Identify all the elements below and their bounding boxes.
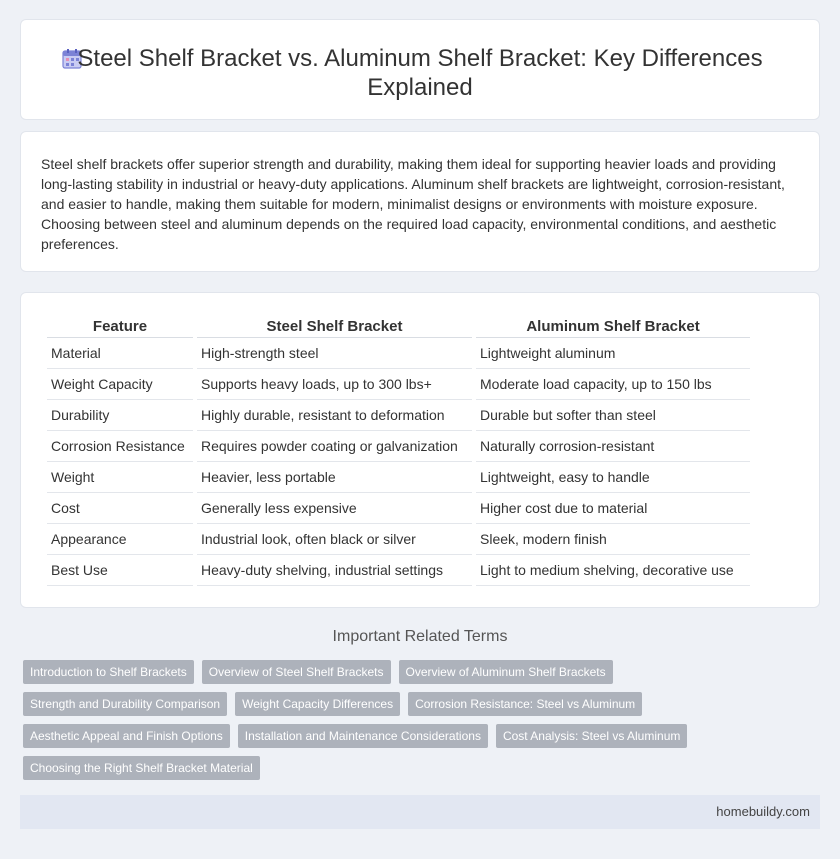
summary-card: [20, 131, 820, 272]
term-tag[interactable]: Installation and Maintenance Considerations: [238, 724, 488, 748]
row-steel: Heavier, less portable: [197, 462, 472, 493]
table-row: [47, 400, 750, 431]
table-row: [47, 338, 750, 369]
table-row: [47, 462, 750, 493]
row-steel: Industrial look, often black or silver: [197, 524, 472, 555]
table-row: [47, 524, 750, 555]
row-feature: Best Use: [47, 555, 193, 586]
row-feature: Appearance: [47, 524, 193, 555]
term-tag[interactable]: Strength and Durability Comparison: [23, 692, 227, 716]
comparison-card: [20, 292, 820, 608]
page-title: Steel Shelf Bracket vs. Aluminum Shelf Bracket: Key Differences Explained: [77, 45, 763, 101]
row-feature: Cost: [47, 493, 193, 524]
term-tag[interactable]: Introduction to Shelf Brackets: [23, 660, 194, 684]
term-tag[interactable]: Cost Analysis: Steel vs Aluminum: [496, 724, 687, 748]
row-feature: Corrosion Resistance: [47, 431, 193, 462]
term-tag[interactable]: Corrosion Resistance: Steel vs Aluminum: [408, 692, 642, 716]
table-row: [47, 493, 750, 524]
header-aluminum: Aluminum Shelf Bracket: [476, 313, 750, 338]
table-header-row: [47, 313, 750, 338]
row-steel: Highly durable, resistant to deformation: [197, 400, 472, 431]
row-aluminum: Naturally corrosion-resistant: [476, 431, 750, 462]
footer: [20, 795, 820, 829]
row-feature: Weight Capacity: [47, 369, 193, 400]
row-steel: Requires powder coating or galvanization: [197, 431, 472, 462]
title-card: [20, 19, 820, 120]
footer-site[interactable]: homebuildy.com: [716, 804, 810, 819]
table-row: [47, 369, 750, 400]
row-feature: Weight: [47, 462, 193, 493]
row-feature: Durability: [47, 400, 193, 431]
row-feature: Material: [47, 338, 193, 369]
table-row: [47, 555, 750, 586]
table-row: [47, 431, 750, 462]
row-steel: High-strength steel: [197, 338, 472, 369]
row-steel: Generally less expensive: [197, 493, 472, 524]
row-aluminum: Lightweight aluminum: [476, 338, 750, 369]
related-terms-title: Important Related Terms: [332, 628, 508, 645]
row-aluminum: Light to medium shelving, decorative use: [476, 555, 750, 586]
row-aluminum: Sleek, modern finish: [476, 524, 750, 555]
term-tag[interactable]: Aesthetic Appeal and Finish Options: [23, 724, 230, 748]
comparison-table: [43, 313, 754, 586]
term-tag[interactable]: Overview of Aluminum Shelf Brackets: [399, 660, 613, 684]
summary-text: Steel shelf brackets offer superior strength and durability, making them ideal for supporting heavier loads and providing long-lasting stability in industrial or heavy-duty applications. Aluminum shelf brackets are lightweight, corrosion-resistant, and easier to handle, making them suitable for modern, minimalist designs or environments with moisture exposure. Choosing between steel and aluminum depends on the required load capacity, environmental conditions, and aesthetic preferences.: [41, 156, 785, 252]
row-aluminum: Lightweight, easy to handle: [476, 462, 750, 493]
row-aluminum: Moderate load capacity, up to 150 lbs: [476, 369, 750, 400]
header-feature: Feature: [47, 313, 193, 338]
term-tag[interactable]: Overview of Steel Shelf Brackets: [202, 660, 391, 684]
term-tag[interactable]: Choosing the Right Shelf Bracket Material: [23, 756, 260, 780]
row-steel: Supports heavy loads, up to 300 lbs+: [197, 369, 472, 400]
header-steel: Steel Shelf Bracket: [197, 313, 472, 338]
row-aluminum: Higher cost due to material: [476, 493, 750, 524]
related-terms-list: [23, 660, 823, 788]
term-tag[interactable]: Weight Capacity Differences: [235, 692, 400, 716]
row-steel: Heavy-duty shelving, industrial settings: [197, 555, 472, 586]
row-aluminum: Durable but softer than steel: [476, 400, 750, 431]
